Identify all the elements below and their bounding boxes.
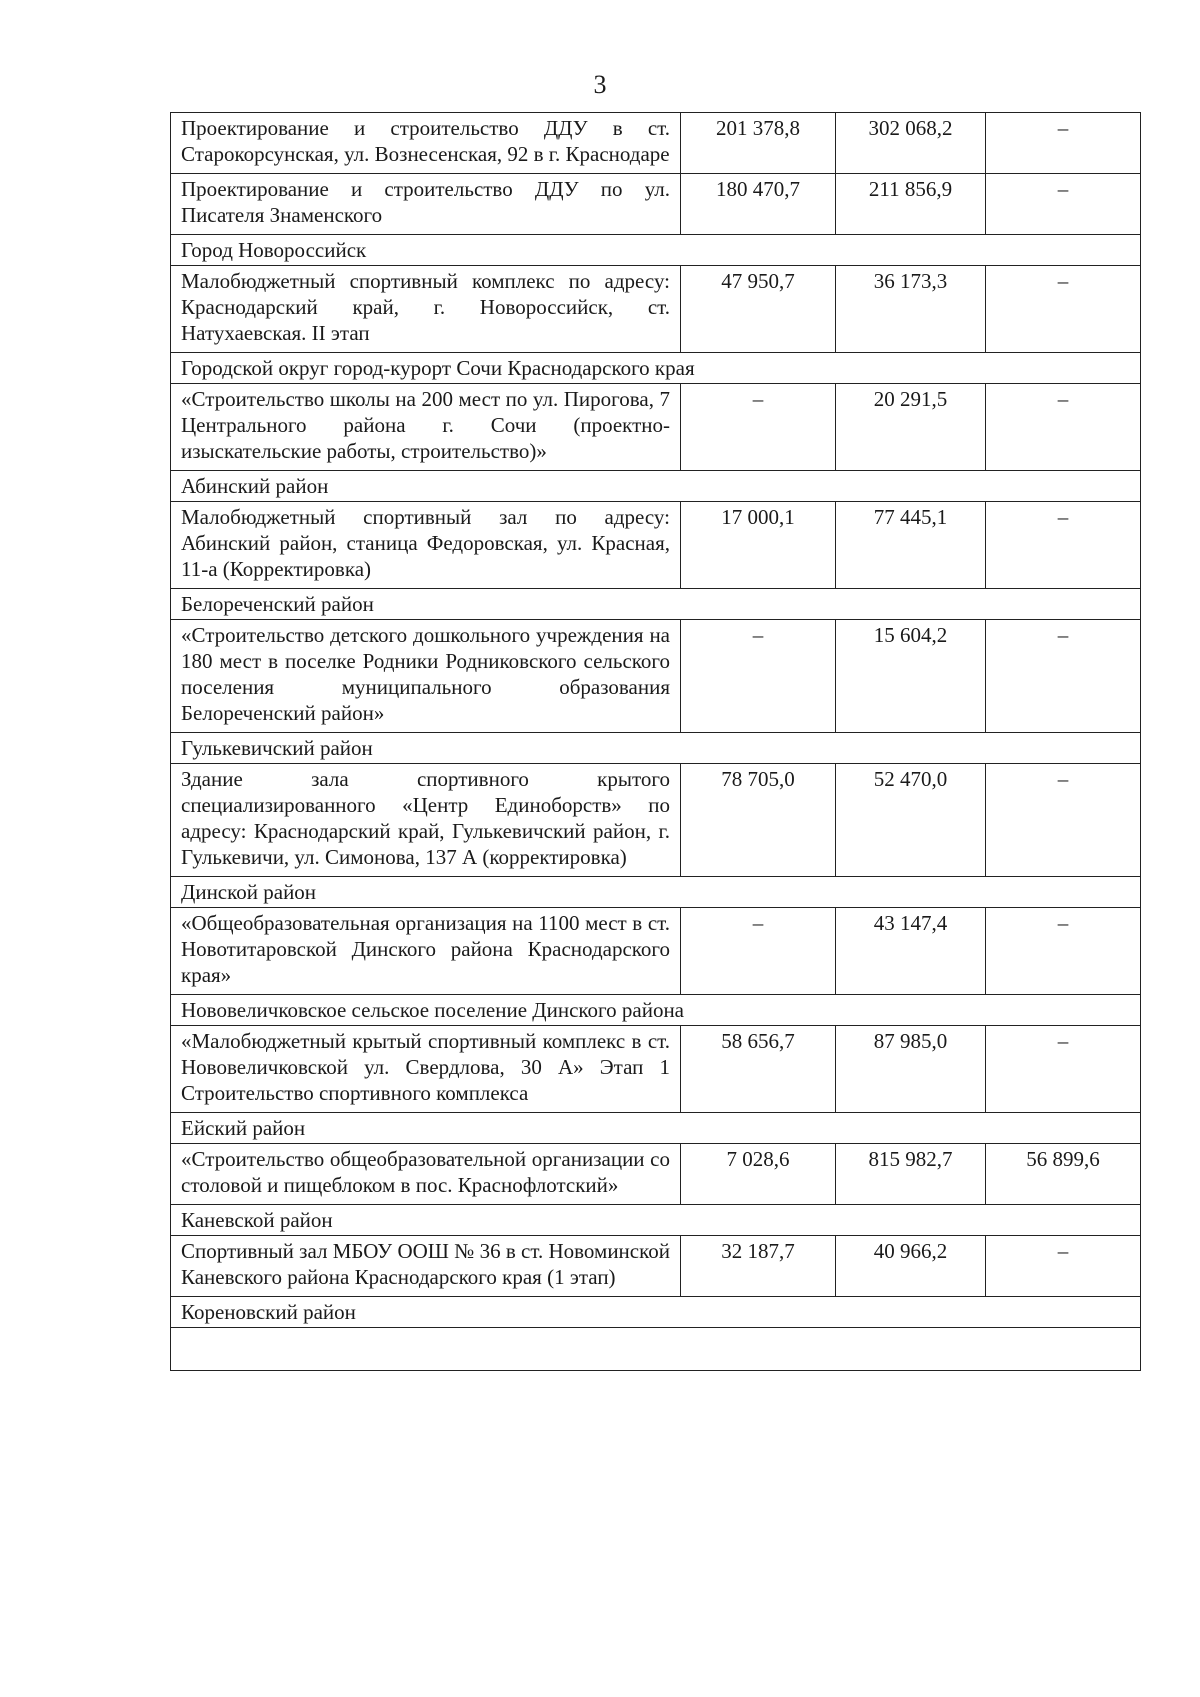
value-col-3: – xyxy=(986,113,1141,174)
value-col-1: 180 470,7 xyxy=(681,174,836,235)
value-col-3: – xyxy=(986,1236,1141,1297)
value-col-1: 78 705,0 xyxy=(681,764,836,877)
value-col-2: 302 068,2 xyxy=(836,113,986,174)
value-col-2: 20 291,5 xyxy=(836,384,986,471)
region-row xyxy=(171,1113,1141,1144)
object-row xyxy=(171,1144,1141,1205)
value-col-3: – xyxy=(986,502,1141,589)
value-col-2: 15 604,2 xyxy=(836,620,986,733)
value-col-3: – xyxy=(986,764,1141,877)
object-name: «Строительство общеобразовательной организации со столовой и пищеблоком в пос. Краснофлотский» xyxy=(171,1144,681,1205)
region-row xyxy=(171,1297,1141,1328)
region-row xyxy=(171,733,1141,764)
value-col-1: – xyxy=(681,908,836,995)
value-col-3: – xyxy=(986,908,1141,995)
value-col-1: – xyxy=(681,384,836,471)
region-name: Городской округ город-курорт Сочи Краснодарского края xyxy=(171,353,1141,384)
object-row xyxy=(171,384,1141,471)
value-col-2: 815 982,7 xyxy=(836,1144,986,1205)
object-name: Спортивный зал МБОУ ООШ № 36 в ст. Новоминской Каневского района Краснодарского края (1 этап) xyxy=(171,1236,681,1297)
region-name: Каневской район xyxy=(171,1205,1141,1236)
value-col-1: 17 000,1 xyxy=(681,502,836,589)
value-col-1: 201 378,8 xyxy=(681,113,836,174)
object-name: «Общеобразовательная организация на 1100 мест в ст. Новотитаровской Динского района Краснодарского края» xyxy=(171,908,681,995)
value-col-2: 40 966,2 xyxy=(836,1236,986,1297)
object-name: «Малобюджетный крытый спортивный комплекс в ст. Нововеличковской ул. Свердлова, 30 А» Этап 1 Строительство спортивного комплекса xyxy=(171,1026,681,1113)
region-row xyxy=(171,877,1141,908)
value-col-1: 7 028,6 xyxy=(681,1144,836,1205)
value-col-2: 43 147,4 xyxy=(836,908,986,995)
blank-cell xyxy=(171,1328,1141,1371)
value-col-1: 58 656,7 xyxy=(681,1026,836,1113)
object-row xyxy=(171,620,1141,733)
region-name: Ейский район xyxy=(171,1113,1141,1144)
object-row xyxy=(171,113,1141,174)
object-name: «Строительство детского дошкольного учреждения на 180 мест в поселке Родники Родниковского сельского поселения муниципального образования Белореченский район» xyxy=(171,620,681,733)
region-row xyxy=(171,589,1141,620)
region-name: Кореновский район xyxy=(171,1297,1141,1328)
page-number: 3 xyxy=(593,70,607,99)
object-name: Здание зала спортивного крытого специализированного «Центр Единоборств» по адресу: Краснодарский край, Гулькевичский район, г. Гулькевичи, ул. Симонова, 137 А (корректировка) xyxy=(171,764,681,877)
region-row xyxy=(171,995,1141,1026)
region-name: Гулькевичский район xyxy=(171,733,1141,764)
value-col-1: 32 187,7 xyxy=(681,1236,836,1297)
region-row xyxy=(171,235,1141,266)
blank-row xyxy=(171,1328,1141,1371)
value-col-2: 211 856,9 xyxy=(836,174,986,235)
object-name: «Строительство школы на 200 мест по ул. Пирогова, 7 Центрального района г. Сочи (проектно-изыскательские работы, строительство)» xyxy=(171,384,681,471)
region-name: Абинский район xyxy=(171,471,1141,502)
object-row xyxy=(171,1236,1141,1297)
region-name: Динской район xyxy=(171,877,1141,908)
object-name: Проектирование и строительство ДДУ в ст. Старокорсунская, ул. Вознесенская, 92 в г. Краснодаре xyxy=(171,113,681,174)
region-name: Нововеличковское сельское поселение Динского района xyxy=(171,995,1141,1026)
region-row xyxy=(171,353,1141,384)
funding-table xyxy=(170,112,1141,1371)
object-name: Проектирование и строительство ДДУ по ул. Писателя Знаменского xyxy=(171,174,681,235)
object-row xyxy=(171,764,1141,877)
region-name: Белореченский район xyxy=(171,589,1141,620)
table-body xyxy=(171,113,1141,1371)
value-col-2: 77 445,1 xyxy=(836,502,986,589)
value-col-3: – xyxy=(986,620,1141,733)
value-col-3: – xyxy=(986,266,1141,353)
object-row xyxy=(171,908,1141,995)
region-name: Город Новороссийск xyxy=(171,235,1141,266)
value-col-3: – xyxy=(986,174,1141,235)
value-col-1: – xyxy=(681,620,836,733)
region-row xyxy=(171,471,1141,502)
value-col-3: – xyxy=(986,1026,1141,1113)
object-row xyxy=(171,1026,1141,1113)
value-col-2: 36 173,3 xyxy=(836,266,986,353)
value-col-2: 52 470,0 xyxy=(836,764,986,877)
object-row xyxy=(171,266,1141,353)
object-name: Малобюджетный спортивный зал по адресу: Абинский район, станица Федоровская, ул. Красная, 11-а (Корректировка) xyxy=(171,502,681,589)
object-row xyxy=(171,174,1141,235)
value-col-2: 87 985,0 xyxy=(836,1026,986,1113)
region-row xyxy=(171,1205,1141,1236)
value-col-3: – xyxy=(986,384,1141,471)
value-col-1: 47 950,7 xyxy=(681,266,836,353)
object-row xyxy=(171,502,1141,589)
value-col-3: 56 899,6 xyxy=(986,1144,1141,1205)
object-name: Малобюджетный спортивный комплекс по адресу: Краснодарский край, г. Новороссийск, ст. Натухаевская. II этап xyxy=(171,266,681,353)
